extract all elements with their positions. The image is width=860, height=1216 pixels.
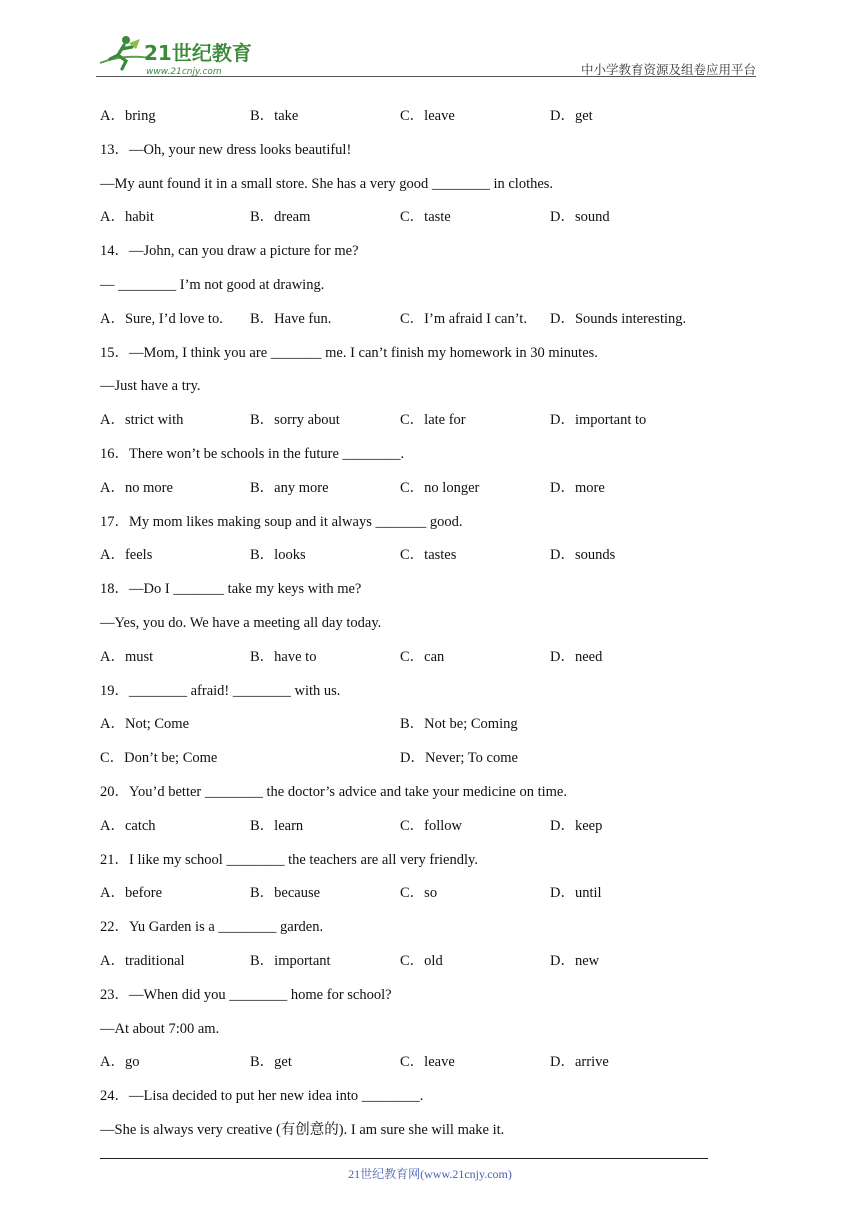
q24-stem: 24．—Lisa decided to put her new idea into ________. [100,1088,424,1105]
option-b: B．Have fun. [250,310,332,327]
q18-options [100,645,720,679]
option-a: A．no more [100,479,173,496]
q23-stem: 23．—When did you ________ home for school? [100,986,392,1003]
option-b: B．Not be; Coming [400,716,518,733]
option-b: B．learn [250,817,304,834]
option-b: B．looks [250,547,306,564]
option-d: D．arrive [550,1054,609,1071]
option-d: D．need [550,648,603,665]
q23-line2: —At about 7:00 am. [100,1020,220,1037]
option-a: A．must [100,648,154,665]
option-d: D．more [550,479,605,496]
option-c: C．can [400,648,445,665]
option-d: D．sounds [550,547,616,564]
option-a: A．Sure, I’d love to. [100,310,223,327]
option-d: D．Never; To come [400,750,518,767]
option-a: A．catch [100,817,156,834]
option-c: C．no longer [400,479,480,496]
q21-stem: 21．I like my school ________ the teachers are all very friendly. [100,851,478,868]
option-a: A．bring [100,108,156,124]
q20-options [100,814,720,848]
option-a: A．traditional [100,952,185,969]
option-d: D．important to [550,412,647,429]
option-b: B．any more [250,479,329,496]
option-b: B．get [250,1054,292,1071]
option-c: C．old [400,952,443,969]
option-a: A．Not; Come [100,716,190,733]
q16-options [100,476,720,510]
option-c: C．tastes [400,547,457,564]
option-b: B．sorry about [250,412,340,429]
q13-options [100,205,720,239]
q15-line2: —Just have a try. [100,378,201,395]
q17-stem: 17．My mom likes making soup and it always _______ good. [100,513,463,530]
q18-line2: —Yes, you do. We have a meeting all day today. [100,614,382,631]
site-logo[interactable] [96,33,266,79]
option-c: C．leave [400,1054,455,1071]
option-d: D．keep [550,817,603,834]
option-b: B．take [250,108,299,124]
option-a: A．feels [100,547,153,564]
logo-icon [96,33,266,79]
q22-options [100,949,720,983]
logo-url: www.21cnjy.com [146,67,222,77]
logo-text: 21世纪教育 [144,41,252,65]
option-d: D．get [550,108,593,124]
option-c: C．taste [400,209,451,226]
option-b: B．because [250,885,321,902]
header-divider [96,76,756,77]
q24-line2: —She is always very creative (有创意的). I am sure she will make it. [100,1121,505,1138]
q15-options [100,408,720,442]
q20-stem: 20．You’d better ________ the doctor’s advice and take your medicine on time. [100,783,567,800]
footer-link[interactable]: 21世纪教育网(www.21cnjy.com) [348,1167,512,1181]
q23-options [100,1050,720,1084]
option-c: C．leave [400,108,455,124]
option-d: D．until [550,885,602,902]
page-header [0,0,860,90]
option-b: B．have to [250,648,317,665]
option-d: D．new [550,952,600,969]
option-d: D．Sounds interesting. [550,310,687,327]
q17-options [100,543,720,577]
option-d: D．sound [550,209,610,226]
option-a: A．before [100,885,163,902]
option-b: B．dream [250,209,311,226]
q14-options [100,307,720,341]
q21-options [100,881,720,915]
q19-options-row2 [100,746,720,780]
q16-stem: 16．There won’t be schools in the future ________. [100,445,405,462]
header-platform-text: 中小学教育资源及组卷应用平台 [580,62,756,77]
option-c: C．follow [400,817,463,834]
option-c: C．Don’t be; Come [100,750,218,767]
option-a: A．go [100,1054,140,1071]
option-b: B．important [250,952,331,969]
q22-stem: 22．Yu Garden is a ________ garden. [100,919,324,936]
option-c: C．I’m afraid I can’t. [400,310,527,327]
q12-options [100,104,720,138]
option-c: C．so [400,885,438,902]
question-list [100,104,720,1152]
footer-divider [100,1158,708,1159]
q19-stem: 19．________ afraid! ________ with us. [100,682,341,699]
q13-line2: —My aunt found it in a small store. She has a very good ________ in clothes. [100,175,554,192]
option-c: C．late for [400,412,466,429]
q13-stem: 13．—Oh, your new dress looks beautiful! [100,141,352,158]
q14-line2: — ________ I’m not good at drawing. [100,276,325,293]
q15-stem: 15．—Mom, I think you are _______ me. I can’t finish my homework in 30 minutes. [100,344,598,361]
q14-stem: 14．—John, can you draw a picture for me? [100,243,359,260]
q18-stem: 18．—Do I _______ take my keys with me? [100,581,362,598]
option-a: A．habit [100,209,154,226]
option-a: A．strict with [100,412,184,429]
q19-options-row1 [100,712,720,746]
